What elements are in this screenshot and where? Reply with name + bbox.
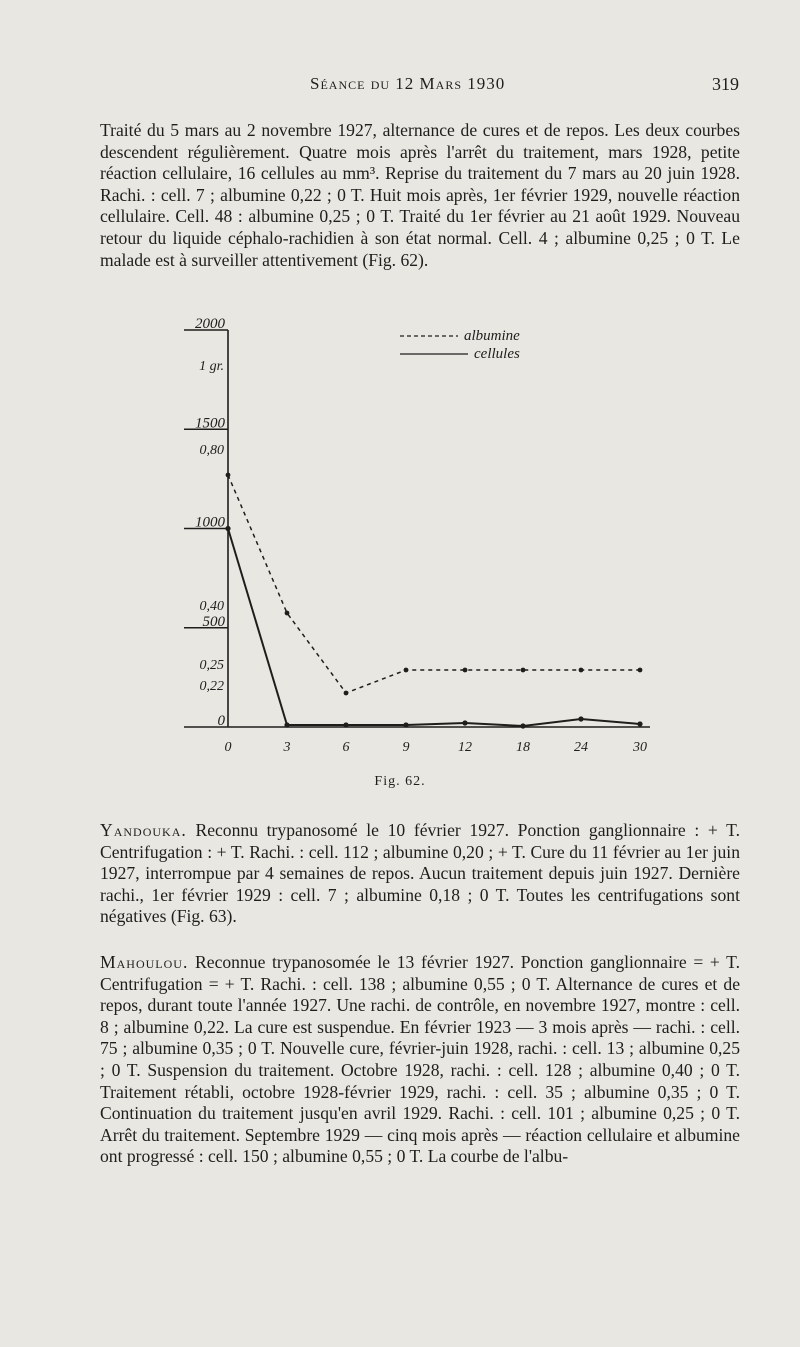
series-albumine-point [285,611,290,616]
y-cell-tick-label: 0 [217,713,225,729]
series-albumine-point [463,668,468,673]
series-cellules-line [228,529,640,727]
y-albumin-tick-label: 0,80 [199,443,224,458]
y-cell-tick-label: 2000 [195,318,225,332]
running-head [0,74,800,102]
x-tick-label: 18 [516,740,530,755]
series-cellules-point [403,722,408,727]
x-tick-label: 3 [283,740,291,755]
figure-caption: Fig. 62. [374,774,426,789]
x-tick-label: 9 [402,740,410,755]
paragraph-yandouka [100,820,740,928]
series-cellules-point [578,716,583,721]
series-cellules-point [225,526,230,531]
paragraph-yandouka-text: Reconnu trypanosomé le 10 février 1927. Ponction ganglionnaire : + T. Centrifugation : + T. Rachi. : cell. 112 ; albumine 0,20 ; + T. Cure du 11 février au 1er juin 1927, interrompue par 4 semaines de repos. Aucun traitement depuis juin 1927. Dernière rachi., 1er février 1929 : cell. 7 ; albumine 0,18 ; 0 T. Toutes les centrifugations sont négatives (Fig. 63). [100,820,740,927]
x-tick-label: 0 [224,740,232,755]
y-albumin-tick-label: 0,22 [199,679,224,694]
series-albumine-point [579,668,584,673]
series-cellules-point [343,722,348,727]
series-albumine-point [638,668,643,673]
series-cellules-point [462,720,467,725]
patient-name-yandouka: Yandouka. [100,820,187,840]
paragraph-mahoulou-text: Reconnue trypanosomée le 13 février 1927. Ponction ganglionnaire = + T. Centrifugation = + T. Rachi. : cell. 138 ; albumine 0,55 ; 0 T. Alternance de cures et de repos, durant toute l'année 1927. Une rachi. de contrôle, en novembre 1927, montre : cell. 8 ; albumine 0,22. La cure est suspendue. En février 1923 — 3 mois après — rachi. : cell. 75 ; albumine 0,35 ; 0 T. Nouvelle cure, février-juin 1928, rachi. : cell. 13 ; albumine 0,25 ; 0 T. Suspension du traitement. Octobre 1928, rachi. : cell. 128 ; albumine 0,40 ; 0 T. Traitement rétabli, octobre 1928-février 1929, rachi. : cell. 35 ; albumine 0,35 ; 0 T. Continuation du traitement jusqu'en avril 1929. Rachi. : cell. 101 ; albumine 0,25 ; 0 T. Arrêt du traitement. Septembre 1929 — cinq mois après — réaction cellulaire et albumine ont progressé : cell. 150 ; albumine 0,55 ; 0 T. La courbe de l'albu- [100,952,740,1167]
figure-62 [170,318,650,773]
series-albumine-point [404,668,409,673]
y-albumin-tick-label: 1 gr. [199,359,224,374]
y-cell-tick-label: 1500 [195,415,225,432]
page-number: 319 [712,74,739,94]
y-albumin-tick-label: 0,40 [199,599,224,614]
paragraph-case-1: Traité du 5 mars au 2 novembre 1927, alternance de cures et de repos. Les deux courbes descendent régulièrement. Quatre mois après l'arrêt du traitement, mars 1928, petite réaction cellulaire, 16 cellules au mm³. Reprise du traitement du 7 mars au 20 juin 1928. Rachi. : cell. 7 ; albumine 0,22 ; 0 T. Huit mois après, 1er février 1929, nouvelle réaction cellulaire. Cell. 48 : albumine 0,25 ; 0 T. Traité du 1er février au 21 août 1929. Nouveau retour du liquide céphalo-rachidien à son état normal. Cell. 4 ; albumine 0,25 ; 0 T. Le malade est à surveiller attentivement (Fig. 62). [100,120,740,270]
running-title: Séance du 12 Mars 1930 [310,74,506,93]
y-cell-tick-label: 1000 [195,514,225,531]
series-cellules-point [284,722,289,727]
legend-albumine-label: albumine [464,328,520,344]
x-tick-label: 24 [574,740,588,755]
patient-name-mahoulou: Mahoulou. [100,952,189,972]
legend-cellules-label: cellules [474,346,520,362]
series-albumine-point [226,473,231,478]
series-cellules-point [637,721,642,726]
series-albumine-point [344,691,349,696]
series-albumine-line [228,475,640,693]
x-tick-label: 12 [458,740,472,755]
series-albumine-point [521,668,526,673]
y-cell-tick-label: 500 [202,613,225,630]
x-tick-label: 6 [342,740,350,755]
y-albumin-tick-label: 0,25 [199,658,224,673]
x-tick-label: 30 [633,740,647,755]
paragraph-mahoulou [100,952,740,1168]
series-cellules-point [520,723,525,728]
chart [170,318,650,768]
